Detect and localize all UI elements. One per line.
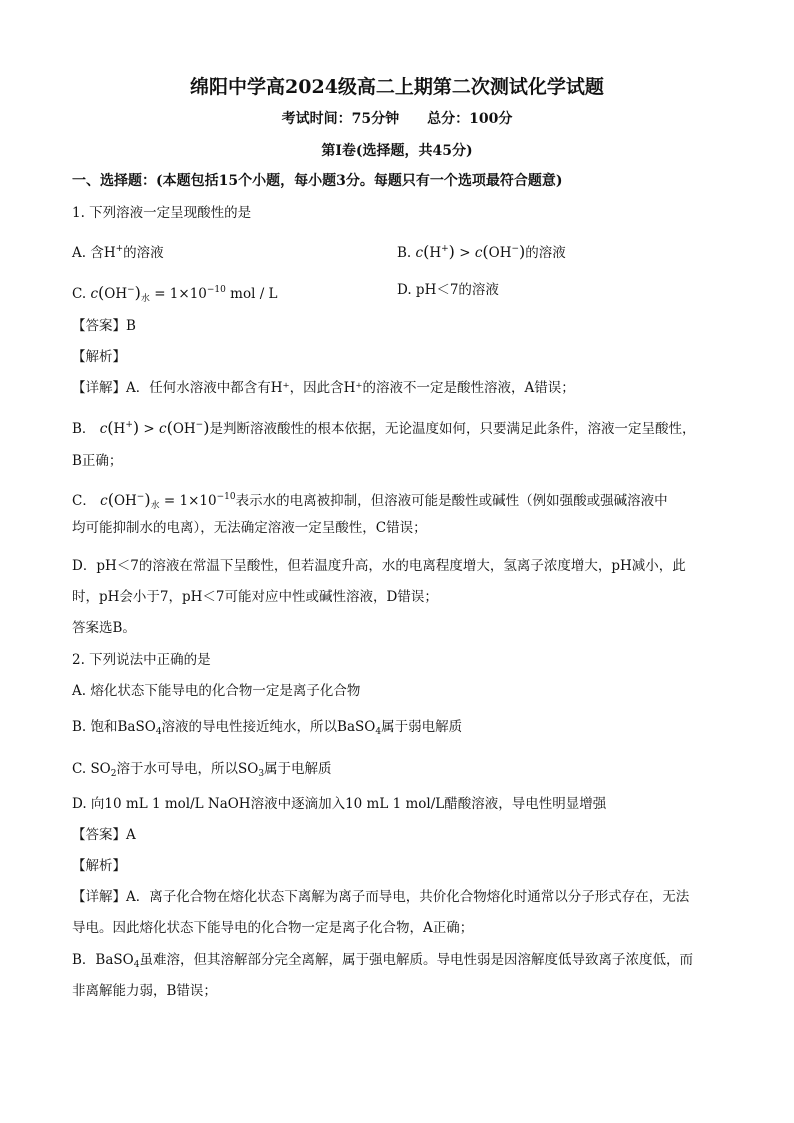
minus-charge: − [195, 420, 204, 430]
baso4-formula: BaSO$_4$ [337, 719, 382, 737]
section-heading: 一、选择题：(本题包括15个小题，每小题3分。每题只有一个选项最符合题意) [72, 173, 563, 189]
q1-option-c-pre: C. [72, 286, 91, 302]
q1-answer: 【答案】B [72, 318, 136, 334]
q2-option-a: A. 熔化状态下能导电的化合物一定是离子化合物 [72, 683, 361, 699]
q1-detail-b-line2: B正确； [72, 453, 123, 469]
q2-detail-b-line1 [72, 951, 693, 974]
q2-detail-b-post: 虽难溶，但其溶解部分完全离解，属于强电解质。导电性弱是因溶解度低导致离子浓度低，而 [139, 952, 693, 968]
q2-option-b [72, 718, 462, 741]
q1-detail-c-exp: −10 [216, 492, 236, 502]
q1-option-c: C. $c(OH^-)_水 = 1\times 10^{-10}$ mol / L [72, 283, 278, 304]
page-title: 绵阳中学高2024级高二上期第二次测试化学试题 [190, 76, 604, 98]
minus-charge: − [136, 492, 145, 502]
minus-charge: − [511, 244, 520, 254]
h-symbol: H [429, 245, 442, 261]
c-symbol: c [99, 421, 108, 437]
q2-answer: 【答案】A [72, 827, 136, 843]
oh-symbol: OH [488, 245, 512, 261]
q2-option-b-pre: B. 饱和 [72, 719, 118, 735]
q1-option-a-post: 的溶液 [123, 245, 164, 261]
q1-option-a-charge: + [115, 244, 124, 254]
q1-detail-b-line1: B． c(H+) > c(OH−)是判断溶液酸性的根本依据，无论温度如何，只要满足此条件，溶液一定呈酸性， [72, 418, 696, 437]
so2-formula: $SO_2$ [90, 761, 117, 779]
q1-detail-c-pre: C． [72, 493, 96, 509]
q1-option-c-value: = 1×10 [154, 286, 207, 302]
c-symbol: c [415, 245, 424, 261]
oh-symbol: OH [113, 493, 137, 509]
so3-formula: $SO_3$ [238, 761, 265, 779]
q1-detail-a: 【详解】A．任何水溶液中都含有H⁺，因此含H⁺的溶液不一定是酸性溶液，A错误； [72, 380, 575, 396]
c-symbol: c [159, 421, 167, 437]
q1-detail-c-line1: C． $c(OH^-)_水 = 1\times 10^{-10}$表示水的电离被抑制，但溶液可能是酸性或碱性（例如强酸或强碱溶液中 [72, 490, 668, 511]
q1-detail-c-post: 表示水的电离被抑制，但溶液可能是酸性或碱性（例如强酸或强碱溶液中 [235, 493, 668, 509]
q2-option-c-pre: C. [72, 761, 91, 777]
q1-option-b-pre: B. [397, 245, 416, 261]
q1-option-a [72, 240, 164, 262]
q2-detail-b-pre: B．BaSO [72, 952, 134, 968]
q1-detail-c-line2: 均可能抑制水的电离），无法确定溶液一定呈酸性，C错误； [72, 520, 427, 536]
h-symbol: H [113, 421, 126, 437]
q2-stem: 2. 下列说法中正确的是 [72, 652, 211, 668]
q1-analysis-label: 【解析】 [72, 349, 126, 365]
q1-option-b-post: 的溶液 [525, 245, 566, 261]
q2-analysis-label: 【解析】 [72, 858, 126, 874]
plus-charge: + [125, 420, 133, 430]
gt-symbol: > [143, 421, 155, 437]
subscript-4: 4 [133, 960, 140, 970]
q1-option-a-pre: A. 含 [72, 245, 104, 261]
c-symbol: c [474, 245, 483, 261]
plus-charge: + [441, 244, 449, 254]
q1-detail-b-pre: B． [72, 421, 96, 437]
water-subscript: 水 [140, 294, 150, 304]
q2-option-c-mid: 溶于水可导电，所以 [116, 761, 238, 777]
oh-symbol: OH [172, 421, 196, 437]
q2-option-d: D. 向10 mL 1 mol/L NaOH溶液中逐滴加入10 mL 1 mol/L醋酸溶液，导电性明显增强 [72, 796, 607, 812]
q1-detail-c-value: = 1×10 [163, 493, 217, 509]
baso4-formula: BaSO$_4$ [117, 719, 162, 737]
q1-detail-b-post: 是判断溶液酸性的根本依据，无论温度如何，只要满足此条件，溶液一定呈酸性， [209, 421, 696, 437]
q1-detail-d-line1: D．pH＜7的溶液在常温下呈酸性，但若温度升高，水的电离程度增大，氢离子浓度增大，pH减小，此 [72, 558, 686, 574]
q1-conclusion: 答案选B。 [72, 620, 136, 636]
q1-option-c-exp: −10 [206, 285, 226, 295]
exam-info: 考试时间：75分钟 总分：100分 [281, 111, 513, 127]
c-symbol: c [90, 286, 98, 302]
volume-heading: 第I卷(选择题，共45分) [321, 143, 473, 159]
q2-option-b-post: 属于弱电解质 [381, 719, 463, 735]
q2-detail-a-line2: 导电。因此熔化状态下能导电的化合物一定是离子化合物，A正确； [72, 920, 474, 936]
q2-detail-a-line1: 【详解】A．离子化合物在熔化状态下离解为离子而导电，共价化合物熔化时通常以分子形式存在，无法 [72, 889, 690, 905]
q1-option-c-unit: mol / L [225, 286, 278, 302]
q1-option-a-ion: H [103, 245, 116, 261]
c-symbol: c [100, 493, 108, 509]
q2-option-b-mid: 溶液的导电性接近纯水，所以 [161, 719, 338, 735]
q1-stem: 1. 下列溶液一定呈现酸性的是 [72, 205, 252, 221]
oh-symbol: OH [104, 286, 128, 302]
q2-option-c-post: 属于电解质 [264, 761, 332, 777]
q1-detail-d-line2: 时，pH会小于7，pH＜7可能对应中性或碱性溶液，D错误； [72, 589, 438, 605]
q2-option-c [72, 760, 332, 783]
gt-symbol: > [459, 245, 471, 261]
q1-option-d: D. pH＜7的溶液 [397, 282, 499, 298]
minus-charge: − [127, 285, 135, 295]
q2-detail-b-line2: 非离解能力弱，B错误； [72, 983, 217, 999]
water-subscript: 水 [150, 501, 160, 511]
q1-option-b: B. c(H+) > c(OH−)的溶液 [397, 242, 566, 261]
